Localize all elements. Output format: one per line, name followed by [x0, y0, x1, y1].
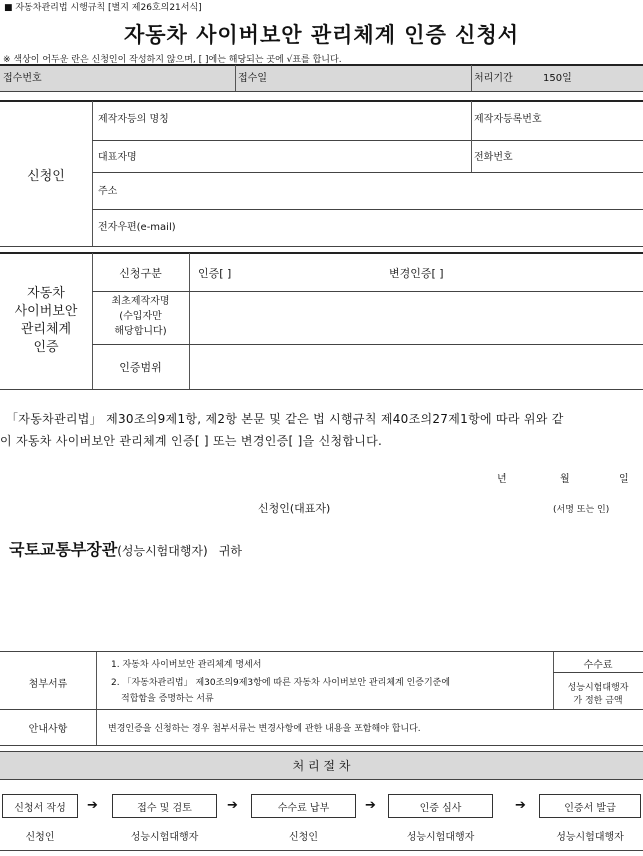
receipt-date-label: 접수일: [238, 73, 267, 84]
arrow-icon: ➔: [87, 798, 98, 813]
arrow-icon: ➔: [365, 798, 376, 813]
maker-name-label: 제작자등의 명칭: [98, 114, 169, 125]
arrow-icon: ➔: [515, 798, 526, 813]
cyber-label-line: 관리체계: [20, 322, 72, 337]
fee-label: 수수료: [583, 660, 613, 671]
applicant-section-label: 신청인: [27, 169, 65, 184]
cyber-section-label: [0, 285, 92, 357]
guide-text: 변경인증을 신청하는 경우 첨부서류는 변경사항에 관한 내용을 포함해야 합니다.: [108, 724, 421, 734]
statement-line-2: 이 자동차 사이버보안 관리체계 인증[ ] 또는 변경인증[ ]을 신청합니다.: [0, 434, 383, 448]
step-actor-4: 성능시험대행자: [406, 832, 475, 843]
step-box-5: 인증서 발급: [539, 794, 641, 818]
step-box-1: 신청서 작성: [2, 794, 78, 818]
cyber-label-line: 사이버보안: [14, 304, 78, 319]
first-maker-label-line: 최초제작자명: [111, 296, 170, 307]
address-label: 주소: [98, 186, 118, 197]
step-box-3: 수수료 납부: [251, 794, 356, 818]
certification-scope-label: 인증범위: [119, 361, 162, 374]
email-label: 전자우편(e-mail): [98, 222, 176, 233]
page-title: 자동차 사이버보안 관리체계 인증 신청서: [123, 23, 520, 47]
date-year: 년: [497, 474, 507, 485]
processing-period-label: 처리기간: [474, 73, 513, 84]
attachments-label: 첨부서류: [28, 679, 68, 690]
maker-reg-number-label: 제작자등록번호: [474, 114, 542, 125]
attachment-item-1: 1. 자동차 사이버보안 관리체계 명세서: [111, 660, 262, 670]
step-box-4: 인증 심사: [388, 794, 493, 818]
first-maker-label-line: (수입자만: [119, 311, 162, 322]
representative-label: 대표자명: [98, 152, 137, 163]
cyber-label-line: 인증: [33, 340, 59, 355]
application-type-label: 신청구분: [119, 267, 162, 280]
form-notice: ※ 색상이 어두운 란은 신청인이 작성하지 않으며, [ ]에는 해당되는 곳에 √표를 합니다.: [3, 55, 342, 65]
step-actor-5: 성능시험대행자: [556, 832, 624, 843]
arrow-icon: ➔: [227, 798, 238, 813]
date-day: 일: [619, 474, 629, 485]
addressee: [9, 537, 242, 560]
step-box-2: 접수 및 검토: [112, 794, 217, 818]
attachment-item-2-cont: 적합함을 증명하는 서류: [121, 694, 214, 704]
addressee-main: 국토교통부장관: [9, 540, 118, 559]
guide-label: 안내사항: [28, 724, 68, 735]
fee-value-line: 성능시험대행자: [567, 683, 629, 693]
step-actor-3: 신청인: [289, 832, 318, 843]
first-maker-label-line: 해당합니다): [114, 326, 167, 337]
processing-period-value: 150일: [543, 73, 572, 84]
signer-label: 신청인(대표자): [258, 502, 331, 515]
sign-note: (서명 또는 인): [553, 505, 610, 515]
addressee-suffix: 귀하: [218, 544, 242, 558]
first-maker-label: [92, 294, 189, 339]
phone-label: 전화번호: [474, 152, 513, 163]
type-certification-checkbox[interactable]: 인증[ ]: [198, 267, 232, 280]
date-month: 월: [560, 474, 570, 485]
receipt-number-label: 접수번호: [3, 73, 42, 84]
attachment-item-2: 2. 「자동차관리법」 제30조의9제3항에 따른 자동차 사이버보안 관리체계 인증기준에: [111, 678, 451, 688]
step-actor-2: 성능시험대행자: [130, 832, 199, 843]
procedure-title: 처 리 절 차: [292, 759, 351, 773]
fee-value: [553, 682, 643, 708]
type-change-certification-checkbox[interactable]: 변경인증[ ]: [389, 267, 444, 280]
fee-value-line: 가 정한 금액: [573, 696, 623, 706]
law-reference: ■ 자동차관리법 시행규칙 [별지 제26호의21서식]: [4, 3, 202, 13]
statement-line-1: 「자동차관리법」 제30조의9제1항, 제2항 본문 및 같은 법 시행규칙 제40조의27제1항에 따라 위와 같: [6, 412, 564, 426]
step-actor-1: 신청인: [25, 832, 55, 843]
addressee-sub: (성능시험대행자): [117, 544, 208, 558]
cyber-label-line: 자동차: [27, 286, 65, 301]
